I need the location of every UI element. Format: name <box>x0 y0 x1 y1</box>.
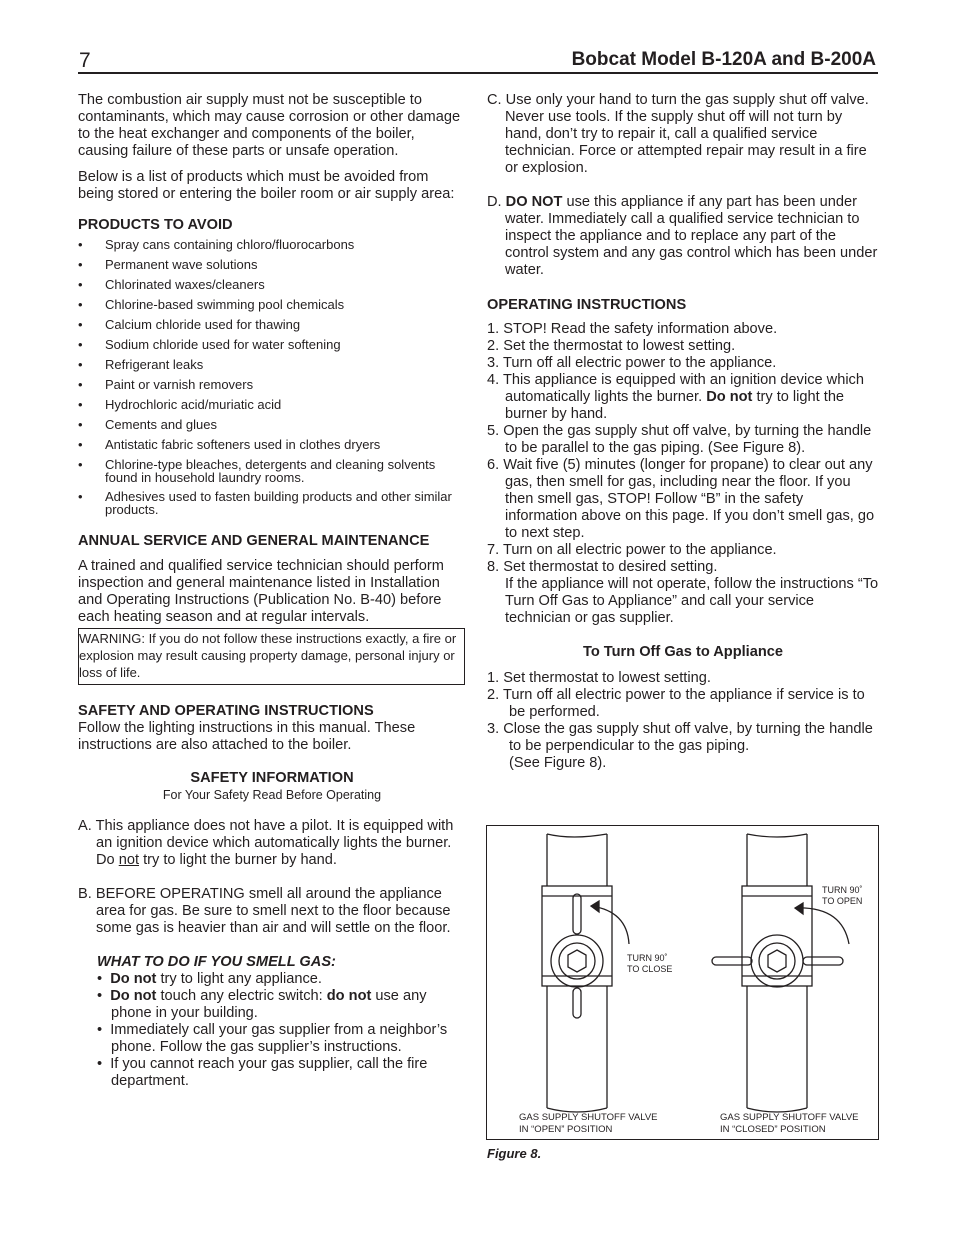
operating-list <box>487 321 879 627</box>
item-a-end: try to light the burner by hand. <box>139 852 337 868</box>
page-number: 7 <box>79 49 91 72</box>
turn-close-line-1: TURN 90˚ <box>627 953 668 963</box>
safety-info-heading: SAFETY INFORMATION <box>190 770 354 786</box>
list-item: 7. Turn on all electric power to the appliance. <box>487 542 777 558</box>
smell-3: Immediately call your gas supplier from a neighbor’s phone. Follow the gas supplier’s instructions. <box>110 1022 448 1055</box>
products-heading: PRODUCTS TO AVOID <box>78 217 233 233</box>
open-position-caption <box>519 1112 658 1136</box>
list-item: • Adhesives used to fasten building products and other similar products. <box>78 490 466 516</box>
list-item: • Do not try to light any appliance. <box>97 971 322 987</box>
safety-item-d <box>487 194 879 279</box>
figure-8 <box>486 825 879 1140</box>
op-4b: Do not <box>706 389 753 405</box>
list-item: • Spray cans containing chloro/fluorocarbons <box>78 238 466 252</box>
list-item: • Chlorine-type bleaches, detergents and cleaning solvents found in household laundry rooms. <box>78 458 466 484</box>
turn-to-open-label <box>822 885 863 907</box>
turn-open-line-2: TO OPEN <box>822 896 863 906</box>
list-item: • If you cannot reach your gas supplier, call the fire department. <box>97 1056 428 1089</box>
op-4a: 4. This appliance is equipped with an ignition device which automatically lights the burner. <box>487 372 864 405</box>
smell-2-bold: Do not <box>110 988 157 1004</box>
closed-position-caption <box>720 1112 859 1136</box>
list-item: • Refrigerant leaks <box>78 358 466 372</box>
list-item: 1. STOP! Read the safety information above. <box>487 321 778 337</box>
op-4c: try to light the burner by hand. <box>505 389 845 422</box>
turn-open-line-1: TURN 90˚ <box>822 885 863 895</box>
smell-1-rest: try to light any appliance. <box>156 971 322 987</box>
annual-heading: ANNUAL SERVICE AND GENERAL MAINTENANCE <box>78 533 430 549</box>
item-a-do: Do <box>96 852 119 868</box>
list-item-continuation: (See Figure 8). <box>509 755 607 771</box>
list-item: • Do not touch any electric switch: do not use any phone in your building. <box>97 988 427 1021</box>
list-item: • Calcium chloride used for thawing <box>78 318 466 332</box>
safety-op-heading: SAFETY AND OPERATING INSTRUCTIONS <box>78 703 374 719</box>
caption-open-2: IN “OPEN” POSITION <box>519 1124 613 1135</box>
list-item: 3. Close the gas supply shut off valve, by turning the handle to be perpendicular to the gas piping. <box>487 721 873 754</box>
list-item-continuation: If the appliance will not operate, follow the instructions “To Turn Off Gas to Appliance” and call your service technician or gas supplier. <box>505 576 879 626</box>
list-item: • Sodium chloride used for water softening <box>78 338 466 352</box>
safety-item-c: C. Use only your hand to turn the gas supply shut off valve. Never use tools. If the supply shut off will not turn by hand, don’t try to repair it, call a qualified service technician. Force or attempted repair may result in a fire or explosion. <box>487 92 869 176</box>
open-valve-illustration <box>542 834 629 1112</box>
caption-open-1: GAS SUPPLY SHUTOFF VALVE <box>519 1112 658 1123</box>
list-item: • Antistatic fabric softeners used in clothes dryers <box>78 438 466 452</box>
item-a-not: not <box>118 852 140 868</box>
page-title: Bobcat Model B-120A and B-200A <box>571 49 876 70</box>
smell-heading: WHAT TO DO IF YOU SMELL GAS: <box>97 954 336 970</box>
list-item: • Paint or varnish removers <box>78 378 466 392</box>
turn-off-heading: To Turn Off Gas to Appliance <box>583 644 783 660</box>
smell-list <box>78 971 466 1090</box>
list-item: 2. Turn off all electric power to the appliance if service is to be performed. <box>487 687 865 720</box>
warning-box: WARNING: If you do not follow these instructions exactly, a fire or explosion may result causing property damage, personal injury or loss of life. <box>78 628 465 685</box>
smell-1-bold: Do not <box>110 971 157 987</box>
intro-paragraph-2: Below is a list of products which must be avoided from being stored or entering the boiler room or air supply area: <box>78 169 455 202</box>
intro-paragraph-1: The combustion air supply must not be susceptible to contaminants, which may cause corrosion or other damage to the heat exchanger and components of the boiler, causing failure of these parts or unsafe operation. <box>78 92 461 159</box>
figure-caption: Figure 8. <box>487 1146 542 1161</box>
turn-off-list <box>487 670 879 772</box>
list-item: 8. Set thermostat to desired setting. <box>487 559 718 575</box>
list-item: • Chlorine-based swimming pool chemicals <box>78 298 466 312</box>
list-item: 6. Wait five (5) minutes (longer for propane) to clear out any gas, then smell for gas, including near the floor. If you then smell gas, STOP! Follow “B” in the safety information above on this page. If you don’t smell gas, go to next step. <box>487 457 875 541</box>
list-item: • Permanent wave solutions <box>78 258 466 272</box>
safety-op-paragraph: Follow the lighting instructions in this manual. These instructions are also attached to the boiler. <box>78 720 416 753</box>
list-item: 3. Turn off all electric power to the appliance. <box>487 355 777 371</box>
closed-valve-illustration <box>712 834 849 1112</box>
list-item: • Chlorinated waxes/cleaners <box>78 278 466 292</box>
turn-to-close-label <box>627 953 672 975</box>
safety-item-a <box>78 818 466 869</box>
caption-closed-2: IN “CLOSED” POSITION <box>720 1124 826 1135</box>
valve-diagram <box>487 826 878 1139</box>
list-item: 2. Set the thermostat to lowest setting. <box>487 338 736 354</box>
list-item: • Cements and glues <box>78 418 466 432</box>
list-item <box>487 372 879 423</box>
safety-item-b: B. BEFORE OPERATING smell all around the appliance area for gas. Be sure to smell next to the floor because some gas is heavier than air and will settle on the floor. <box>78 886 451 936</box>
safety-info-subheading: For Your Safety Read Before Operating <box>162 788 382 802</box>
smell-4: If you cannot reach your gas supplier, call the fire department. <box>110 1056 428 1089</box>
operating-heading: OPERATING INSTRUCTIONS <box>487 297 687 313</box>
item-a-text: A. This appliance does not have a pilot. It is equipped with an ignition device which automatically lights the burner. <box>78 818 454 851</box>
list-item: • Immediately call your gas supplier from a neighbor’s phone. Follow the gas supplier’s instructions. <box>97 1022 448 1055</box>
list-item: 5. Open the gas supply shut off valve, by turning the handle to be parallel to the gas piping. (See Figure 8). <box>487 423 872 456</box>
left-column <box>78 92 466 1090</box>
item-d-rest: use this appliance if any part has been under water. Immediately call a qualified service technician to inspect the appliance and to replace any part of the control system and any gas control which has been under water. <box>505 194 878 278</box>
smell-2-mid: touch any electric switch: <box>156 988 327 1004</box>
products-list <box>78 238 466 516</box>
header-rule <box>78 72 878 74</box>
item-d-bold: DO NOT <box>505 194 563 210</box>
smell-2-rest: use any phone in your building. <box>111 988 427 1021</box>
item-d-prefix: D. <box>487 194 506 210</box>
right-column <box>487 92 879 772</box>
turn-close-line-2: TO CLOSE <box>627 964 673 974</box>
list-item: • Hydrochloric acid/muriatic acid <box>78 398 466 412</box>
list-item: 1. Set thermostat to lowest setting. <box>487 670 711 686</box>
smell-2-bold2: do not <box>326 988 372 1004</box>
annual-paragraph: A trained and qualified service technician should perform inspection and general maintenance listed in Installation and Operating Instructions (Publication No. B-40) before each heating season and at regular intervals. <box>78 558 444 625</box>
caption-closed-1: GAS SUPPLY SHUTOFF VALVE <box>720 1112 859 1123</box>
